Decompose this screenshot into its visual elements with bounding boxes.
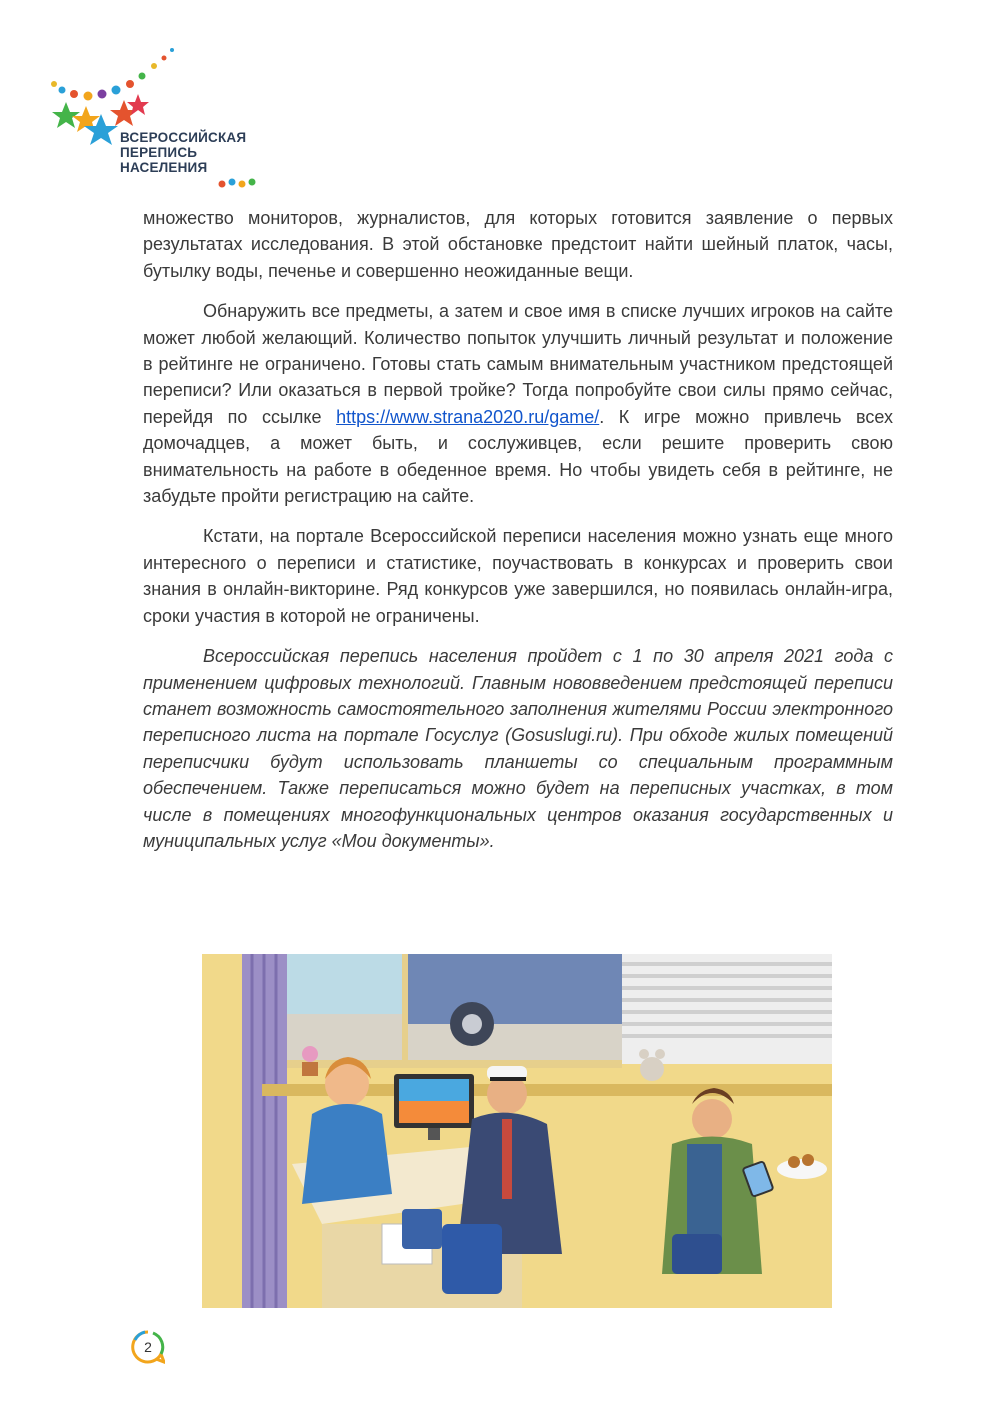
paragraph-4-italic: Всероссийская перепись населения пройдет с 1 по 30 апреля 2021 года с применением цифровых технологий. Главным нововведением предстоящей переписи станет возможность самостоятельного заполнения жителями России электронного переписного листа на портале Госуслуг (Gosuslugi.ru). При обходе жилых помещений переписчики будут использовать планшеты со специальным программным обеспечением. Также переписаться можно будет на переписных участках, в том числе в помещениях многофункциональных центров оказания государственных и муниципальных услуг «Мои документы». xyxy=(143,646,893,851)
page-number-badge xyxy=(131,1330,165,1364)
game-link[interactable]: https://www.strana2020.ru/game/ xyxy=(336,406,600,427)
logo-line-3: НАСЕЛЕНИЯ xyxy=(120,160,208,175)
paragraph-2-start: Обнаружить все предметы, а затем и свое имя в списке лучших игроков на сайте может любой желающий. Количество попыток улучшить личный результат и положение в рейтинге не ограничено. Готовы стать самым внимательным участником предстоящей переписи? Или оказаться в первой тройке? Тогда попробуйте свои силы прямо сейчас, перейдя по ссылке xyxy=(143,301,893,427)
paragraph-2-end: . К игре можно привлечь всех домочадцев, а может быть, и сослуживцев, если решите проверить свою внимательность на работе в обеденное время. Но чтобы увидеть себя в рейтинге, не забудьте пройти регистрацию на сайте. xyxy=(143,406,894,507)
paragraph-3: Кстати, на портале Всероссийской переписи населения можно узнать еще много интересного о переписи и статистике, поучаствовать в конкурсах и проверить свои знания в онлайн-викторине. Ряд конкурсов уже завершился, но появилась онлайн-игра, сроки участия в которой не ограничены. xyxy=(143,526,893,626)
article-body xyxy=(143,205,893,868)
logo-line-1: ВСЕРОССИЙСКАЯ xyxy=(120,130,247,145)
page-number: 2 xyxy=(144,1339,152,1355)
illustration-graphic xyxy=(202,954,832,1308)
paragraph-1: множество мониторов, журналистов, для которых готовится заявление о первых результатах исследования. В этой обстановке предстоит найти шейный платок, часы, бутылку воды, печенье и совершенно неожиданные вещи. xyxy=(143,208,893,281)
census-office-illustration xyxy=(202,954,832,1308)
paragraph-2 xyxy=(143,298,893,509)
logo-wordmark xyxy=(120,130,246,175)
logo-line-2: ПЕРЕПИСЬ xyxy=(120,145,198,160)
